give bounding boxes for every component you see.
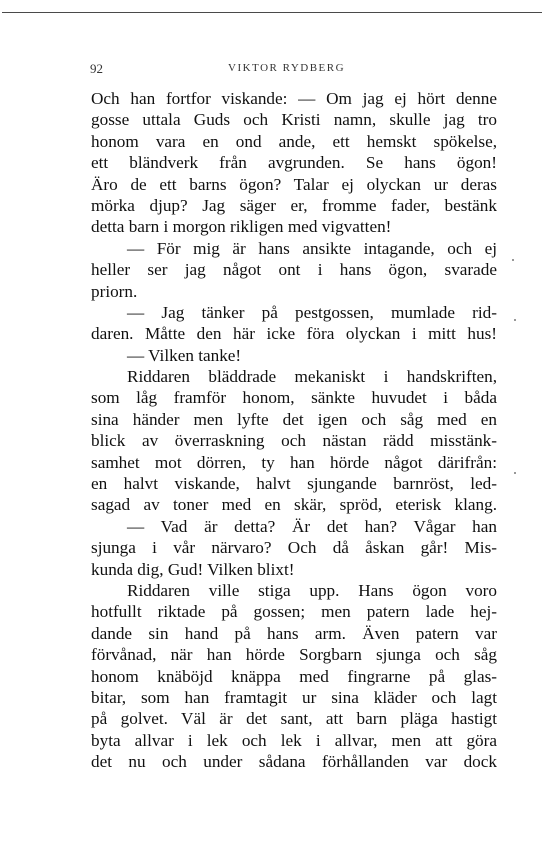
text-line: priorn. <box>91 281 138 301</box>
text-line: samhet mot dörren, ty han hörde något därifrån: <box>91 452 497 472</box>
page-header <box>0 61 544 81</box>
text-line: Och han fortfor viskande: — Om jag ej hört denne <box>91 89 497 108</box>
text-line: bitar, som han framtagit ur sina kläder och lagt <box>91 687 497 707</box>
page-number: 92 <box>90 61 103 76</box>
text-line: kunda dig, Gud! Vilken blixt! <box>91 559 295 579</box>
text-line: förvånad, när han hörde Sorgbarn sjunga och såg <box>91 645 497 665</box>
text-line: — Jag tänker på pestgossen, mumlade rid- <box>127 302 497 322</box>
text-line: på golvet. Väl är det sant, att barn pläga hastigt <box>91 709 497 729</box>
text-line: som låg framför honom, sänkte huvudet i båda <box>91 388 497 408</box>
text-line: dande sin hand på hans arm. Även patern var <box>91 623 497 643</box>
text-line: honom vara en ond ande, ett hemskt spökelse, <box>91 131 497 151</box>
text-line: gosse uttala Guds och Kristi namn, skulle jag tro <box>91 110 497 130</box>
body-text <box>91 88 497 773</box>
text-line: heller ser jag något ont i hans ögon, svarade <box>91 260 497 280</box>
text-line: ett bländverk från avgrunden. Se hans ögon! <box>91 153 497 173</box>
text-line: honom knäböjd knäppa med fingrarne på glas- <box>91 666 497 686</box>
text-line: Riddaren bläddrade mekaniskt i handskriften, <box>127 367 497 387</box>
text-line: sina händer men lyfte det igen och såg med en <box>91 409 497 429</box>
top-edge-rule <box>2 12 542 13</box>
text-line: mörka djup? Jag säger er, fromme fader, bestänk <box>91 195 497 215</box>
text-line: — För mig är hans ansikte intagande, och ej <box>127 238 497 258</box>
text-line: sagad av toner med en skär, spröd, eterisk klang. <box>91 495 497 515</box>
print-speck <box>512 259 514 261</box>
text-line: sjunga i vår närvaro? Och då åskan går! Mis- <box>91 538 497 558</box>
text-line: hotfullt riktade på gossen; men patern lade hej- <box>91 602 497 622</box>
text-line: det nu och under sådana förhållanden var dock <box>91 752 497 772</box>
running-head: VIKTOR RYDBERG <box>228 62 346 74</box>
text-line: en halvt viskande, halvt sjungande barnröst, led- <box>91 474 497 494</box>
text-line: Äro de ett barns ögon? Talar ej olyckan ur deras <box>91 174 497 194</box>
text-line: Riddaren ville stiga upp. Hans ögon voro <box>127 580 497 600</box>
text-line: — Vilken tanke! <box>127 345 242 365</box>
text-line: detta barn i morgon rikligen med vigvatten! <box>91 217 392 237</box>
text-line: — Vad är detta? Är det han? Vågar han <box>127 516 497 536</box>
text-line: daren. Måtte den här icke föra olyckan i mitt hus! <box>91 324 497 344</box>
text-line: blick av överraskning och nästan rädd misstänk- <box>91 431 497 451</box>
text-line: byta allvar i lek och lek i allvar, men att göra <box>91 730 497 750</box>
print-speck <box>514 319 516 321</box>
print-speck <box>514 472 516 474</box>
